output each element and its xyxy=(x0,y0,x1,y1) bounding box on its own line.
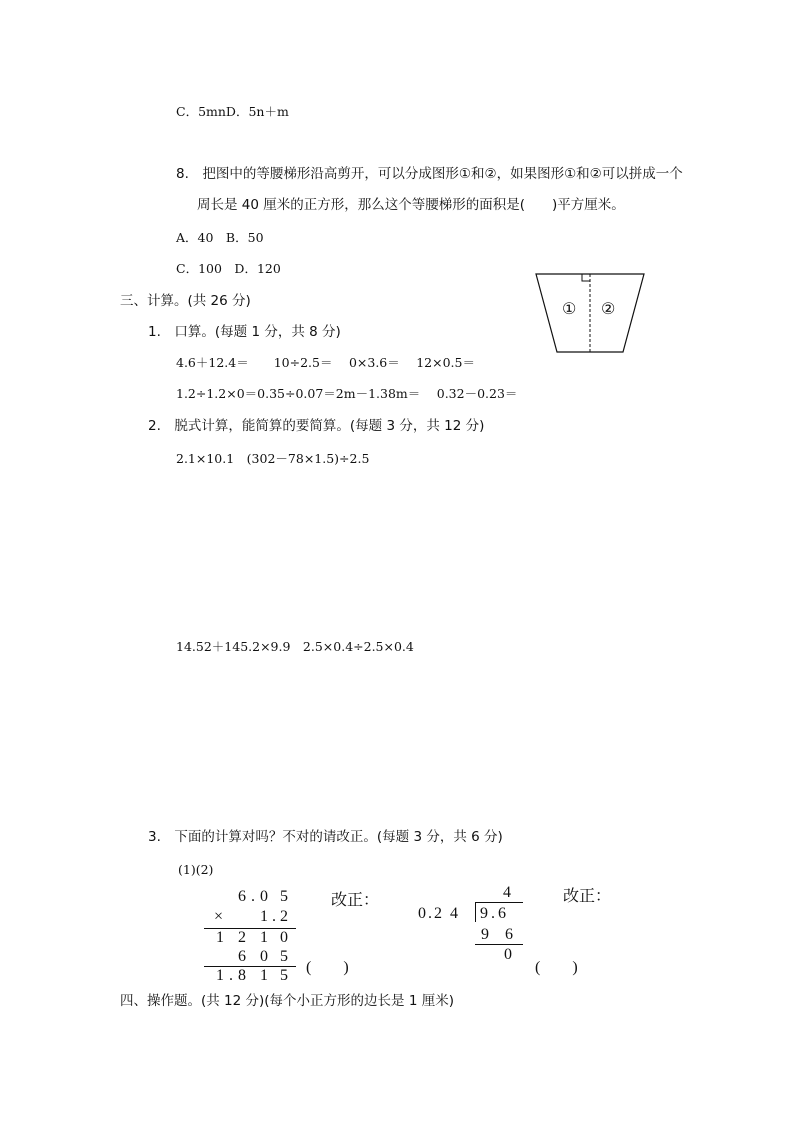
digit: 6 xyxy=(238,948,246,965)
digit: 1 xyxy=(260,967,268,984)
digit: 5 xyxy=(280,888,288,905)
digit: 5 xyxy=(280,948,288,965)
times-sign: × xyxy=(214,908,224,925)
digit: 0 xyxy=(260,888,268,905)
stepwise-row1: 2.1×10.1 (302－78×1.5)÷2.5 xyxy=(176,451,370,466)
answer-bracket-2: ( ) xyxy=(535,959,578,976)
division-bar xyxy=(475,902,523,903)
part3-labels: (1)(2) xyxy=(178,862,214,877)
part3-title: 3. 下面的计算对吗？不对的请改正。(每题 3 分，共 6 分) xyxy=(148,829,503,845)
part1-title: 1. 口算。(每题 1 分，共 8 分) xyxy=(148,324,341,340)
stepwise-row2: 14.52＋145.2×9.9 2.5×0.4÷2.5×0.4 xyxy=(176,639,414,654)
correction-label-1: 改正： xyxy=(331,892,380,909)
oral-calc-row1: 4.6＋12.4＝ 10÷2.5＝ 0×3.6＝ 12×0.5＝ xyxy=(176,355,475,370)
digit: . xyxy=(272,908,276,925)
digit: 2 xyxy=(280,908,288,925)
divisor: 0.2 4 xyxy=(418,905,460,922)
figure-label-1: ① xyxy=(562,301,577,318)
calc-line xyxy=(475,944,523,945)
digit: 1 xyxy=(216,929,224,946)
digit: 1 xyxy=(260,929,268,946)
digit: 1 xyxy=(260,908,268,925)
digit: 1 xyxy=(216,967,224,984)
q8-options-ab: A．40 B．50 xyxy=(176,230,264,245)
remainder: 0 xyxy=(504,946,512,963)
figure-label-2: ② xyxy=(601,301,616,318)
section4-heading: 四、操作题。(共 12 分)(每个小正方形的边长是 1 厘米) xyxy=(120,993,454,1009)
q8-options-cd: C．100 D．120 xyxy=(176,261,281,276)
digit: 0 xyxy=(260,948,268,965)
part2-title: 2. 脱式计算，能简算的要简算。(每题 3 分，共 12 分) xyxy=(148,418,485,434)
q7-options-cd: C．5mnD．5n＋m xyxy=(176,104,289,119)
digit: . xyxy=(229,967,233,984)
quotient: 4 xyxy=(503,884,511,901)
division-bracket xyxy=(475,902,476,922)
digit: 5 xyxy=(280,967,288,984)
answer-bracket-1: ( ) xyxy=(306,959,349,976)
oral-calc-row2: 1.2÷1.2×0＝0.35÷0.07＝2m－1.38m＝ 0.32－0.23＝ xyxy=(176,386,518,401)
q8-text-line2: 周长是 40 厘米的正方形，那么这个等腰梯形的面积是( )平方厘米。 xyxy=(197,197,625,213)
dividend: 9.6 xyxy=(480,905,509,922)
digit: 0 xyxy=(280,929,288,946)
trapezoid-figure xyxy=(535,268,647,356)
digit: 2 xyxy=(238,929,246,946)
q8-text-line1: 8. 把图中的等腰梯形沿高剪开，可以分成图形①和②，如果图形①和②可以拼成一个 xyxy=(176,166,683,182)
section3-heading: 三、计算。(共 26 分) xyxy=(120,293,251,309)
correction-label-2: 改正： xyxy=(563,888,612,905)
digit: 8 xyxy=(238,967,246,984)
subtraction-product: 9 6 xyxy=(481,926,519,943)
right-angle-mark xyxy=(582,274,590,281)
digit: . xyxy=(251,888,255,905)
digit: 6 xyxy=(238,888,246,905)
